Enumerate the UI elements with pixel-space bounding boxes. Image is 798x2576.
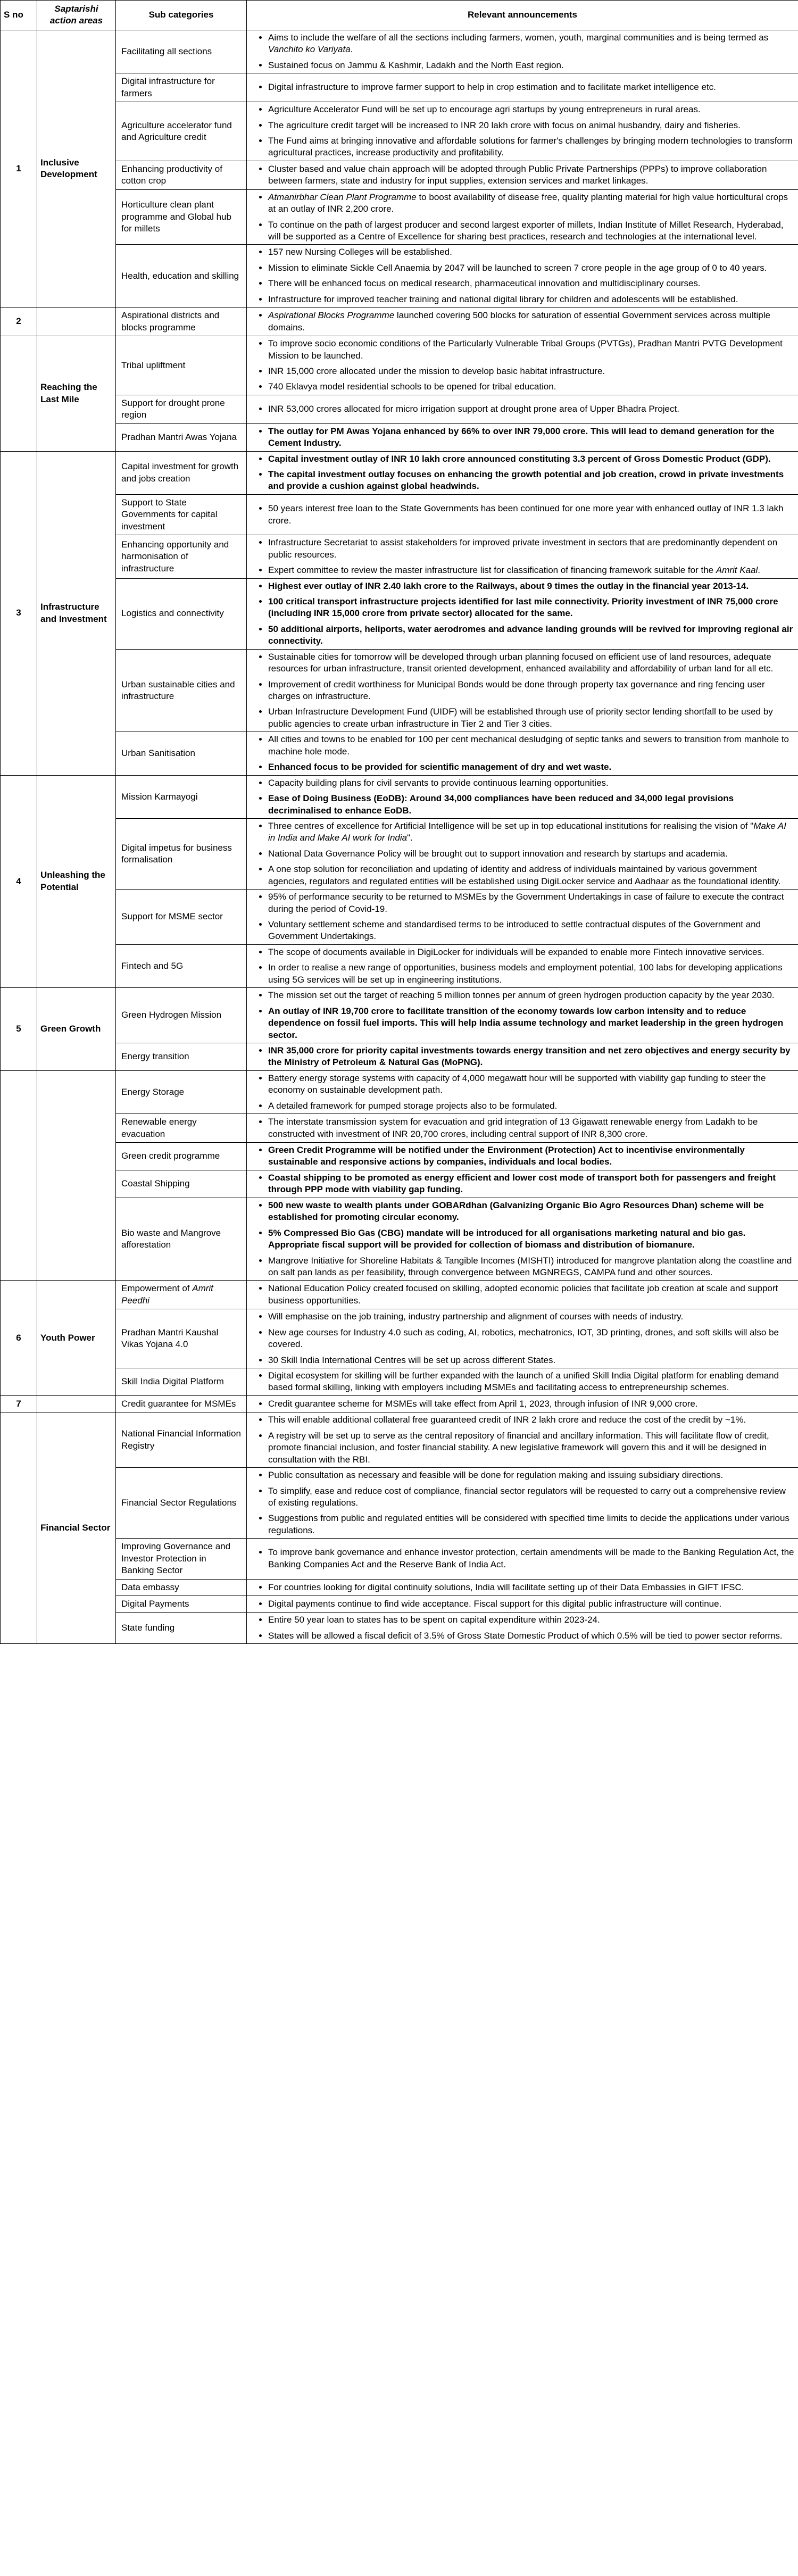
sub-category: Coastal Shipping — [116, 1170, 247, 1198]
announcement-item: • The mission set out the target of reaching 5 million tonnes per annum of green hydrogen production capacity by the year 2030. — [268, 990, 795, 1001]
sub-category: Energy Storage — [116, 1070, 247, 1114]
announcement-item: • Battery energy storage systems with capacity of 4,000 megawatt hour will be supported with viability gap funding to steer the economy on sustainable development path. — [268, 1073, 795, 1096]
announcements-cell — [247, 1070, 798, 1114]
announcement-item: • INR 35,000 crore for priority capital investments towards energy transition and net zero objectives and energy security by the Ministry of Petroleum & Natural Gas (MoPNG). — [268, 1045, 795, 1069]
sub-category: Energy transition — [116, 1043, 247, 1070]
announcements-cell — [247, 775, 798, 818]
announcement-list — [247, 1545, 798, 1572]
table-row — [1, 161, 798, 189]
announcements-cell — [247, 245, 798, 308]
announcement-list — [247, 1170, 798, 1198]
table-row — [1, 818, 798, 889]
announcement-list — [247, 80, 798, 95]
sub-category: Enhancing opportunity and harmonisation of infrastructure — [116, 535, 247, 578]
announcement-item: • An outlay of INR 19,700 crore to facilitate transition of the economy towards low carbon intensity and to reduce dependence on fossil fuel imports. This will help India assume technology and market leadership in the green hydrogen sector. — [268, 1006, 795, 1041]
announcement-item: • The capital investment outlay focuses on enhancing the growth potential and job creation, crowd in private investments and provide a cushion against global headwinds. — [268, 469, 795, 493]
serial-number — [1, 1070, 37, 1281]
announcement-item: • 157 new Nursing Colleges will be established. — [268, 246, 795, 258]
announcement-list — [247, 1397, 798, 1411]
serial-number: 5 — [1, 988, 37, 1071]
table-row — [1, 988, 798, 1043]
announcement-list — [247, 1143, 798, 1170]
serial-number: 4 — [1, 775, 37, 988]
table-row — [1, 1170, 798, 1198]
announcement-list — [247, 1281, 798, 1308]
sub-category: Digital infrastructure for farmers — [116, 73, 247, 102]
sub-category: Logistics and connectivity — [116, 578, 247, 649]
announcement-list — [247, 579, 798, 649]
sub-category: Pradhan Mantri Kaushal Vikas Yojana 4.0 — [116, 1309, 247, 1368]
table-row — [1, 890, 798, 945]
announcements-cell — [247, 102, 798, 161]
sub-category: Improving Governance and Investor Protection in Banking Sector — [116, 1539, 247, 1579]
announcement-item: • A one stop solution for reconciliation and updating of identity and address of individuals maintained by various government agencies, regulators and regulated entities will be established using DigiLocker service and Aadhaar as the foundational identity. — [268, 863, 795, 887]
table-row — [1, 336, 798, 395]
announcement-item: • Capital investment outlay of INR 10 lakh crore announced constituting 3.3 percent of Gross Domestic Product (GDP). — [268, 453, 795, 465]
announcements-cell — [247, 1198, 798, 1281]
announcements-cell — [247, 1368, 798, 1396]
announcement-item: • Capacity building plans for civil servants to provide continuous learning opportunities. — [268, 777, 795, 789]
announcement-item: • Sustained focus on Jammu & Kashmir, Ladakh and the North East region. — [268, 60, 795, 71]
announcement-item: • New age courses for Industry 4.0 such as coding, AI, robotics, mechatronics, IOT, 3D printing, drones, and soft skills will also be covered. — [268, 1327, 795, 1351]
announcement-list — [247, 1368, 798, 1395]
announcement-item: • Green Credit Programme will be notified under the Environment (Protection) Act to incentivise environmentally sustainable and responsive actions by companies, individuals and local bodies. — [268, 1144, 795, 1168]
table-row — [1, 1114, 798, 1143]
announcement-list — [247, 190, 798, 245]
action-area: Unleashing the Potential — [37, 775, 116, 988]
announcement-item: • Suggestions from public and regulated entities will be considered with specified time limits to decide the applications under various regulations. — [268, 1513, 795, 1536]
table-row — [1, 944, 798, 987]
serial-number: 2 — [1, 308, 37, 336]
table-row — [1, 1070, 798, 1114]
sub-category: Fintech and 5G — [116, 944, 247, 987]
sub-category: Mission Karmayogi — [116, 775, 247, 818]
announcement-list — [247, 1613, 798, 1643]
announcement-item: • Infrastructure for improved teacher training and national digital library for children and adolescents will be established. — [268, 294, 795, 305]
announcement-item: • The interstate transmission system for evacuation and grid integration of 13 Gigawatt renewable energy from Ladakh to be constructed with investment of INR 20,700 crores, including central support of INR 8,300 crore. — [268, 1116, 795, 1140]
announcement-list — [247, 1309, 798, 1368]
action-area: Reaching the Last Mile — [37, 336, 116, 452]
sub-category: Urban sustainable cities and infrastructure — [116, 649, 247, 732]
sub-category: Enhancing productivity of cotton crop — [116, 161, 247, 189]
announcement-item: • Entire 50 year loan to states has to be spent on capital expenditure within 2023-24. — [268, 1614, 795, 1626]
sub-category: Green credit programme — [116, 1143, 247, 1170]
announcement-list — [247, 1115, 798, 1142]
announcements-cell — [247, 988, 798, 1043]
announcement-list — [247, 732, 798, 775]
table-row — [1, 1596, 798, 1613]
action-area — [37, 308, 116, 336]
announcement-item: • All cities and towns to be enabled for 100 per cent mechanical desludging of septic tanks and sewers to transition from manhole to machine hole mode. — [268, 734, 795, 758]
sub-category: Green Hydrogen Mission — [116, 988, 247, 1043]
announcements-cell — [247, 423, 798, 451]
announcement-list — [247, 162, 798, 189]
sub-category: Pradhan Mantri Awas Yojana — [116, 423, 247, 451]
announcement-item: • A detailed framework for pumped storage projects also to be formulated. — [268, 1100, 795, 1112]
table-row — [1, 189, 798, 245]
announcements-cell — [247, 189, 798, 245]
announcement-list — [247, 402, 798, 417]
table-header-row — [1, 1, 798, 30]
announcements-cell — [247, 73, 798, 102]
action-area — [37, 1395, 116, 1412]
table-row — [1, 1309, 798, 1368]
announcement-item: • There will be enhanced focus on medical research, pharmaceutical innovation and multidisciplinary courses. — [268, 278, 795, 289]
action-area: Green Growth — [37, 988, 116, 1071]
sub-category: Support for MSME sector — [116, 890, 247, 945]
announcement-item: • INR 15,000 crore allocated under the mission to develop basic habitat infrastructure. — [268, 365, 795, 377]
announcement-item: • Will emphasise on the job training, industry partnership and alignment of courses with needs of industry. — [268, 1311, 795, 1323]
sub-category: Tribal upliftment — [116, 336, 247, 395]
announcement-item: • Expert committee to review the master infrastructure list for classification of financing framework suitable for the Amrit Kaal. — [268, 564, 795, 576]
sub-category: Agriculture accelerator fund and Agriculture credit — [116, 102, 247, 161]
announcement-item: • Voluntary settlement scheme and standardised terms to be introduced to settle contractual disputes of the Government and Government Undertakings. — [268, 919, 795, 943]
table-row — [1, 102, 798, 161]
table-row — [1, 1468, 798, 1539]
announcement-item: • For countries looking for digital continuity solutions, India will facilitate setting up of their Data Embassies in GIFT IFSC. — [268, 1582, 795, 1593]
announcements-cell — [247, 161, 798, 189]
announcement-item: • The scope of documents available in DigiLocker for individuals will be expanded to enable more Fintech innovative services. — [268, 946, 795, 958]
sub-category: Capital investment for growth and jobs creation — [116, 451, 247, 494]
announcements-cell — [247, 30, 798, 73]
announcements-cell — [247, 1468, 798, 1539]
announcement-item: • To improve socio economic conditions of the Particularly Vulnerable Tribal Groups (PVTGs), Pradhan Mantri PVTG Development Mission to be launched. — [268, 338, 795, 362]
announcement-item: • Mangrove Initiative for Shoreline Habitats & Tangible Incomes (MISHTI) introduced for mangrove plantation along the coastline and on salt pan lands as per feasibility, through convergence between MGNREGS, CAMPA fund and other sources. — [268, 1255, 795, 1279]
sub-category: Credit guarantee for MSMEs — [116, 1395, 247, 1412]
serial-number: 6 — [1, 1281, 37, 1396]
announcement-list — [247, 102, 798, 161]
announcement-item: • This will enable additional collateral free guaranteed credit of INR 2 lakh crore and reduce the cost of the credit by ~1%. — [268, 1414, 795, 1426]
announcement-list — [247, 988, 798, 1043]
announcement-list — [247, 245, 798, 307]
announcements-cell — [247, 451, 798, 494]
announcement-item: • Ease of Doing Business (EoDB): Around 34,000 compliances have been reduced and 34,000 legal provisions decriminalised to enhance EoDB. — [268, 793, 795, 817]
announcement-item: • Improvement of credit worthiness for Municipal Bonds would be done through property tax governance and ring fencing user charges on infrastructure. — [268, 679, 795, 703]
announcement-list — [247, 30, 798, 73]
announcement-item: • 50 years interest free loan to the State Governments has been continued for one more year with enhanced outlay of INR 1.3 lakh crore. — [268, 503, 795, 527]
announcements-cell — [247, 1596, 798, 1613]
announcement-list — [247, 945, 798, 987]
announcement-item: • Digital infrastructure to improve farmer support to help in crop estimation and to facilitate market intelligence etc. — [268, 81, 795, 93]
announcement-list — [247, 336, 798, 395]
table-row — [1, 308, 798, 336]
serial-number: 3 — [1, 451, 37, 775]
sub-category: Urban Sanitisation — [116, 732, 247, 775]
announcements-cell — [247, 308, 798, 336]
table-row — [1, 245, 798, 308]
table-row — [1, 395, 798, 423]
sub-category: Facilitating all sections — [116, 30, 247, 73]
action-area: Inclusive Development — [37, 30, 116, 307]
sub-category: State funding — [116, 1613, 247, 1644]
announcement-item: • Digital payments continue to find wide acceptance. Fiscal support for this digital public infrastructure will continue. — [268, 1598, 795, 1610]
header-sub-categories: Sub categories — [116, 1, 247, 30]
announcement-item: • Infrastructure Secretariat to assist stakeholders for improved private investment in sectors that are predominantly dependent on public resources. — [268, 537, 795, 561]
serial-number — [1, 1412, 37, 1644]
action-area: Youth Power — [37, 1281, 116, 1396]
announcement-item: • Enhanced focus to be provided for scientific management of dry and wet waste. — [268, 761, 795, 773]
announcements-cell — [247, 1395, 798, 1412]
announcements-cell — [247, 1412, 798, 1468]
announcement-list — [247, 1043, 798, 1070]
announcement-list — [247, 819, 798, 889]
sub-category: Support to State Governments for capital investment — [116, 494, 247, 535]
announcements-cell — [247, 1170, 798, 1198]
table-row — [1, 1539, 798, 1579]
header-sno: S no — [1, 1, 37, 30]
table-row — [1, 73, 798, 102]
announcement-item: • National Education Policy created focused on skilling, adopted economic policies that facilitate job creation at scale and support business opportunities. — [268, 1283, 795, 1307]
announcement-item: • The agriculture credit target will be increased to INR 20 lakh crore with focus on animal husbandry, dairy and fisheries. — [268, 120, 795, 131]
announcement-item: • INR 53,000 crores allocated for micro irrigation support at drought prone area of Upper Bhadra Project. — [268, 403, 795, 415]
announcement-item: • The Fund aims at bringing innovative and affordable solutions for farmer's challenges by bringing modern technologies to transform agricultural practices, increase productivity and profitability. — [268, 135, 795, 159]
announcement-item: • Urban Infrastructure Development Fund (UIDF) will be established through use of priority sector lending shortfall to be used by public agencies to create urban infrastructure in Tier 2 and Tier 3 cities. — [268, 706, 795, 730]
announcement-item: • Aspirational Blocks Programme launched covering 500 blocks for saturation of essential Government services across multiple domains. — [268, 310, 795, 334]
announcements-cell — [247, 395, 798, 423]
announcement-list — [247, 1198, 798, 1281]
announcement-list — [247, 890, 798, 944]
sub-category: Health, education and skilling — [116, 245, 247, 308]
announcement-list — [247, 650, 798, 732]
announcement-list — [247, 1597, 798, 1611]
table-row — [1, 732, 798, 775]
sub-category: Aspirational districts and blocks programme — [116, 308, 247, 336]
table-row — [1, 1613, 798, 1644]
announcement-item: • 740 Eklavya model residential schools to be opened for tribal education. — [268, 381, 795, 393]
announcements-cell — [247, 578, 798, 649]
sub-category: Empowerment of Amrit Peedhi — [116, 1281, 247, 1309]
announcement-item: • 5% Compressed Bio Gas (CBG) mandate will be introduced for all organisations marketing natural and bio gas. Appropriate fiscal support will be provided for collection of biomass and distribution of biomanure. — [268, 1227, 795, 1251]
serial-number: 1 — [1, 30, 37, 307]
header-action-areas: Saptarishi action areas — [37, 1, 116, 30]
announcements-cell — [247, 1309, 798, 1368]
announcement-item: • 50 additional airports, heliports, water aerodromes and advance landing grounds will be revived for improving regional air connectivity. — [268, 624, 795, 647]
table-row — [1, 1412, 798, 1468]
table-row — [1, 578, 798, 649]
announcements-cell — [247, 1043, 798, 1070]
announcement-item: • Highest ever outlay of INR 2.40 lakh crore to the Railways, about 9 times the outlay in the financial year 2013-14. — [268, 580, 795, 592]
announcement-list — [247, 776, 798, 818]
announcement-item: • Three centres of excellence for Artificial Intelligence will be set up in top educational institutions for realising the vision of "Make AI in India and Make AI work for India". — [268, 820, 795, 844]
table-row — [1, 451, 798, 494]
sub-category: National Financial Information Registry — [116, 1412, 247, 1468]
sub-category: Horticulture clean plant programme and Global hub for millets — [116, 189, 247, 245]
announcements-cell — [247, 1579, 798, 1596]
announcement-item: • Aims to include the welfare of all the sections including farmers, women, youth, marginal communities and is being termed as Vanchito ko Variyata. — [268, 32, 795, 56]
table-row — [1, 1198, 798, 1281]
sub-category: Renewable energy evacuation — [116, 1114, 247, 1143]
announcement-item: • National Data Governance Policy will be brought out to support innovation and research by startups and academia. — [268, 848, 795, 860]
announcements-cell — [247, 336, 798, 395]
announcement-item: • To simplify, ease and reduce cost of compliance, financial sector regulators will be requested to carry out a comprehensive review of existing regulations. — [268, 1485, 795, 1509]
table-row — [1, 775, 798, 818]
announcements-cell — [247, 494, 798, 535]
table-row — [1, 1143, 798, 1170]
action-area: Financial Sector — [37, 1412, 116, 1644]
table-row — [1, 30, 798, 73]
announcement-list — [247, 1580, 798, 1595]
announcement-list — [247, 1468, 798, 1538]
announcement-item: • States will be allowed a fiscal deficit of 3.5% of Gross State Domestic Product of which 0.5% will be tied to power sector reforms. — [268, 1630, 795, 1642]
sub-category: Skill India Digital Platform — [116, 1368, 247, 1396]
action-area — [37, 1070, 116, 1281]
announcement-item: • Mission to eliminate Sickle Cell Anaemia by 2047 will be launched to screen 7 crore people in the age group of 0 to 40 years. — [268, 262, 795, 274]
announcement-item: • To continue on the path of largest producer and second largest exporter of millets, Indian Institute of Millet Research, Hyderabad, will be supported as a Centre of Excellence for sharing best practices, research and technologies at the international level. — [268, 219, 795, 243]
sub-category: Digital Payments — [116, 1596, 247, 1613]
header-relevant-announcements: Relevant announcements — [247, 1, 798, 30]
announcement-item: • Public consultation as necessary and feasible will be done for regulation making and issuing subsidiary directions. — [268, 1469, 795, 1481]
sub-category: Bio waste and Mangrove afforestation — [116, 1198, 247, 1281]
sub-category: Digital impetus for business formalisation — [116, 818, 247, 889]
table-row — [1, 649, 798, 732]
announcements-cell — [247, 1114, 798, 1143]
announcement-list — [247, 1071, 798, 1114]
sub-category: Support for drought prone region — [116, 395, 247, 423]
announcements-cell — [247, 818, 798, 889]
announcement-item: • Atmanirbhar Clean Plant Programme to boost availability of disease free, quality planting material for high value horticultural crops at an outlay of INR 2,200 crore. — [268, 192, 795, 215]
announcements-cell — [247, 1143, 798, 1170]
sub-category: Data embassy — [116, 1579, 247, 1596]
announcement-item: • The outlay for PM Awas Yojana enhanced by 66% to over INR 79,000 crore. This will lead to demand generation for the Cement Industry. — [268, 426, 795, 450]
announcement-item: • Agriculture Accelerator Fund will be set up to encourage agri startups by young entrepreneurs in rural areas. — [268, 104, 795, 115]
announcement-item: • Cluster based and value chain approach will be adopted through Public Private Partnerships (PPPs) to improve collaboration between farmers, state and industry for input supplies, extension services and market linkages. — [268, 163, 795, 187]
announcement-list — [247, 1412, 798, 1467]
sub-category: Financial Sector Regulations — [116, 1468, 247, 1539]
announcement-item: • To improve bank governance and enhance investor protection, certain amendments will be made to the Banking Regulation Act, the Banking Companies Act and the Reserve Bank of India Act. — [268, 1547, 795, 1570]
announcements-cell — [247, 649, 798, 732]
announcements-cell — [247, 1281, 798, 1309]
announcement-item: • 100 critical transport infrastructure projects identified for last mile connectivity. Priority investment of INR 75,000 crore (including INR 15,000 crore from private sector) allocated for the same. — [268, 596, 795, 620]
announcement-item: • Credit guarantee scheme for MSMEs will take effect from April 1, 2023, through infusion of INR 9,000 crore. — [268, 1398, 795, 1410]
announcement-item: • 30 Skill India International Centres will be set up across different States. — [268, 1355, 795, 1366]
announcement-item: • A registry will be set up to serve as the central repository of financial and ancillary information. This will facilitate flow of credit, promote financial inclusion, and foster financial stability. A new legislative framework will govern this and it will be designed in consultation with the RBI. — [268, 1430, 795, 1466]
announcement-item: • 500 new waste to wealth plants under GOBARdhan (Galvanizing Organic Bio Agro Resources Dhan) scheme will be established for promoting circular economy. — [268, 1200, 795, 1224]
serial-number — [1, 336, 37, 452]
table-row — [1, 494, 798, 535]
table-row — [1, 1043, 798, 1070]
announcement-list — [247, 424, 798, 451]
announcements-cell — [247, 1613, 798, 1644]
announcement-item: • Digital ecosystem for skilling will be further expanded with the launch of a unified Skill India Digital platform for enabling demand based formal skilling, linking with employers including MSMEs and facilitating access to entrepreneurship schemes. — [268, 1370, 795, 1394]
table-row — [1, 1395, 798, 1412]
action-area: Infrastructure and Investment — [37, 451, 116, 775]
table-row — [1, 1281, 798, 1309]
table-row — [1, 1368, 798, 1396]
announcement-item: • In order to realise a new range of opportunities, business models and employment potential, 100 labs for developing applications using 5G services will be set up in engineering institutions. — [268, 962, 795, 986]
announcement-item: • Sustainable cities for tomorrow will be developed through urban planning focused on efficient use of land resources, adequate resources for urban infrastructure, transit oriented development, enhanced availability and affordability of urban land for all etc. — [268, 651, 795, 675]
announcements-cell — [247, 732, 798, 775]
table-row — [1, 535, 798, 578]
serial-number: 7 — [1, 1395, 37, 1412]
announcement-list — [247, 308, 798, 335]
announcements-cell — [247, 1539, 798, 1579]
announcements-cell — [247, 890, 798, 945]
table-row — [1, 423, 798, 451]
table-row — [1, 1579, 798, 1596]
announcements-cell — [247, 944, 798, 987]
announcement-item: • Coastal shipping to be promoted as energy efficient and lower cost mode of transport both for passengers and freight through PPP mode with viability gap funding. — [268, 1172, 795, 1196]
announcement-item: • 95% of performance security to be returned to MSMEs by the Government Undertakings in case of failure to execute the contract during the period of Covid-19. — [268, 891, 795, 915]
announcement-list — [247, 452, 798, 494]
announcements-cell — [247, 535, 798, 578]
announcement-list — [247, 501, 798, 528]
announcement-list — [247, 535, 798, 578]
